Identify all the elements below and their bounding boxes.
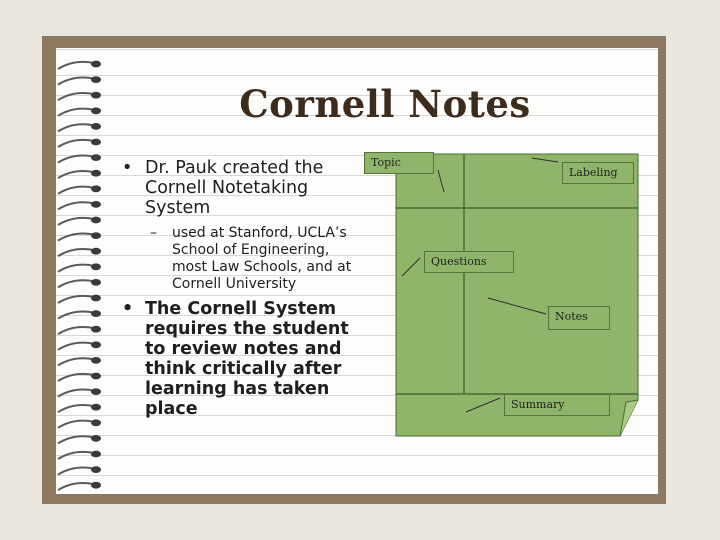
spiral-hole [91,341,101,348]
spiral-coil [58,140,94,147]
spiral-coil [58,296,94,303]
bullet-item-1 [120,158,368,218]
spiral-coil [58,265,94,272]
spiral-coil [58,405,94,412]
spiral-hole [91,357,101,364]
spiral-coil [58,452,94,459]
sub-bullet-text: used at Stanford, UCLA’s School of Engineering, most Law Schools, and at Cornell University [172,225,352,292]
spiral-coil [58,343,94,350]
spiral-hole [91,232,101,239]
spiral-hole [91,61,101,68]
questions-label: Questions [424,251,514,273]
spiral-coil [58,467,94,474]
spiral-coil [58,389,94,396]
spiral-coil [58,358,94,365]
spiral-coil [58,124,94,131]
bullet-text: The Cornell System requires the student to review notes and think critically after learning has taken place [145,299,349,419]
spiral-hole [91,185,101,192]
spiral-coil [58,233,94,240]
spiral-binding [44,56,114,496]
spiral-coil [58,327,94,334]
spiral-coil [58,374,94,381]
topic-label: Topic [364,152,434,174]
spiral-coil [58,171,94,178]
spiral-coil [58,187,94,194]
spiral-coil [58,77,94,84]
slide-title: Cornell Notes [239,82,531,126]
spiral-hole [91,263,101,270]
spiral-hole [91,154,101,161]
spiral-hole [91,295,101,302]
spiral-coil [58,218,94,225]
cornell-diagram [360,150,650,442]
spiral-hole [91,466,101,473]
spiral-coil [58,421,94,428]
spiral-hole [91,482,101,489]
spiral-hole [91,404,101,411]
spiral-hole [91,201,101,208]
spiral-hole [91,248,101,255]
spiral-coil [58,311,94,318]
spiral-coil [58,109,94,116]
spiral-hole [91,107,101,114]
spiral-coil [58,280,94,287]
spiral-coil [58,249,94,256]
spiral-coil [58,93,94,100]
spiral-hole [91,92,101,99]
spiral-coil [58,483,94,490]
spiral-hole [91,279,101,286]
bullet-icon: • [122,158,133,178]
bullet-item-2 [120,299,368,419]
spiral-coil [58,436,94,443]
spiral-coil [58,155,94,162]
spiral-hole [91,76,101,83]
spiral-hole [91,435,101,442]
spiral-hole [91,388,101,395]
spiral-hole [91,170,101,177]
labeling-label: Labeling [562,162,634,184]
dash-icon: – [150,225,157,241]
spiral-hole [91,139,101,146]
spiral-hole [91,217,101,224]
spiral-hole [91,451,101,458]
bullet-icon: • [122,299,134,319]
spiral-hole [91,326,101,333]
spiral-hole [91,419,101,426]
spiral-hole [91,373,101,380]
bullet-list [120,158,368,419]
spiral-coil [58,202,94,209]
sub-bullet-item [120,225,368,293]
spiral-hole [91,310,101,317]
bullet-text: Dr. Pauk created the Cornell Notetaking System [145,158,324,218]
spiral-coil [58,62,94,69]
spiral-hole [91,123,101,130]
notes-label: Notes [548,306,610,330]
summary-label: Summary [504,394,610,416]
